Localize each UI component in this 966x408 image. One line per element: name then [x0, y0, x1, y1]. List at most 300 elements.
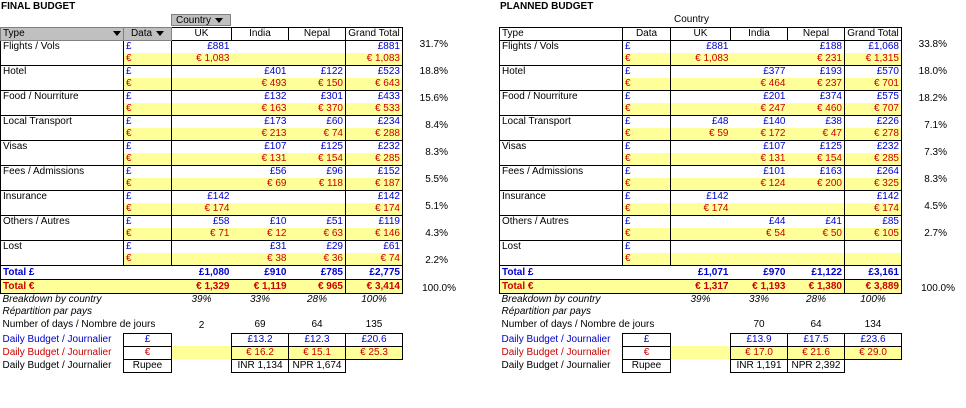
percent-label: 15.6%: [419, 93, 448, 104]
eur-value-cell: € 533: [346, 103, 403, 116]
gbp-value-cell: [172, 91, 232, 104]
gbp-symbol: £: [623, 191, 671, 204]
percent-label: 18.8%: [419, 66, 448, 77]
panel-title: PLANNED BUDGET: [500, 1, 594, 12]
category-label: Visas: [1, 141, 124, 166]
daily-label: Daily Budget / Journalier: [2, 346, 112, 358]
eur-symbol: €: [623, 178, 671, 191]
eur-value-cell: € 1,083: [346, 53, 403, 66]
country-column-header: UK: [172, 28, 232, 41]
percent-label: 2.2%: [425, 255, 448, 266]
category-label: Lost: [1, 241, 124, 266]
gbp-value-cell: £41: [788, 216, 845, 229]
gbp-value-cell: £433: [346, 91, 403, 104]
total-eur-cell: € 3,889: [845, 280, 902, 294]
gbp-value-cell: [788, 241, 845, 254]
gbp-value-cell: [671, 241, 731, 254]
category-label: Insurance: [500, 191, 623, 216]
gbp-value-cell: [671, 216, 731, 229]
daily-symbol: €: [623, 346, 671, 359]
gbp-value-cell: £570: [845, 66, 902, 79]
daily-label: Daily Budget / Journalier: [501, 346, 611, 358]
gbp-symbol: £: [124, 41, 172, 54]
gbp-value-cell: £232: [845, 141, 902, 154]
category-label: Food / Nourriture: [500, 91, 623, 116]
breakdown-cell: 39%: [191, 294, 212, 305]
category-label: Others / Autres: [500, 216, 623, 241]
days-cell: 135: [365, 319, 383, 331]
breakdown-label: Breakdown by country: [501, 294, 601, 305]
category-label: Fees / Admissions: [1, 166, 124, 191]
total-eur-cell: € 1,193: [731, 280, 788, 294]
data-column-header[interactable]: [124, 28, 172, 41]
total-gbp-cell: £1,071: [671, 266, 731, 280]
eur-value-cell: € 493: [232, 78, 289, 91]
gbp-row: [500, 116, 902, 129]
total-gbp-row: [1, 266, 403, 280]
gbp-symbol: £: [124, 66, 172, 79]
eur-value-cell: [289, 53, 346, 66]
eur-value-cell: € 325: [845, 178, 902, 191]
eur-symbol: €: [124, 153, 172, 166]
eur-value-cell: € 131: [232, 153, 289, 166]
eur-value-cell: € 69: [232, 178, 289, 191]
days-label: Number of days / Nombre de jours: [501, 319, 655, 331]
eur-symbol: €: [124, 178, 172, 191]
gbp-value-cell: £401: [232, 66, 289, 79]
eur-value-cell: € 118: [289, 178, 346, 191]
country-column-header: Nepal: [788, 28, 845, 41]
gbp-value-cell: £60: [289, 116, 346, 129]
eur-value-cell: € 643: [346, 78, 403, 91]
gbp-value-cell: £48: [671, 116, 731, 129]
daily-cell: INR 1,134: [232, 359, 289, 372]
planned-budget-panel: [499, 0, 959, 408]
gbp-symbol: £: [124, 166, 172, 179]
gbp-value-cell: [788, 191, 845, 204]
total-gbp-label: Total £: [500, 266, 671, 280]
gbp-value-cell: [671, 141, 731, 154]
eur-value-cell: € 174: [671, 203, 731, 216]
days-cell: 2: [198, 319, 205, 331]
eur-symbol: €: [623, 53, 671, 66]
percent-label: 5.1%: [425, 201, 448, 212]
eur-value-cell: € 464: [731, 78, 788, 91]
daily-cell: £20.6: [346, 333, 403, 346]
gbp-value-cell: £374: [788, 91, 845, 104]
daily-cell: € 21.6: [788, 346, 845, 359]
country-label: Country: [176, 15, 212, 26]
category-label: Hotel: [500, 66, 623, 91]
percent-label: 7.3%: [924, 147, 947, 158]
gbp-row: [500, 41, 902, 54]
gbp-value-cell: £38: [788, 116, 845, 129]
eur-symbol: €: [623, 203, 671, 216]
gbp-value-cell: £122: [289, 66, 346, 79]
eur-value-cell: € 288: [346, 128, 403, 141]
eur-symbol: €: [623, 128, 671, 141]
type-header-label: Type: [502, 28, 524, 39]
gbp-value-cell: £881: [172, 41, 232, 54]
gbp-row: [1, 241, 403, 254]
gbp-row: [1, 141, 403, 154]
gbp-value-cell: £188: [788, 41, 845, 54]
gbp-row: [1, 66, 403, 79]
category-label: Fees / Admissions: [500, 166, 623, 191]
gbp-value-cell: £523: [346, 66, 403, 79]
days-cell: 64: [810, 319, 822, 331]
gbp-row: [1, 41, 403, 54]
daily-budget-row: [1, 359, 403, 372]
eur-value-cell: € 285: [845, 153, 902, 166]
gbp-value-cell: [731, 241, 788, 254]
days-label: Number of days / Nombre de jours: [2, 319, 156, 331]
total-gbp-cell: £1,122: [788, 266, 845, 280]
gbp-row: [500, 241, 902, 254]
eur-value-cell: [172, 153, 232, 166]
eur-value-cell: € 74: [289, 128, 346, 141]
gbp-symbol: £: [623, 41, 671, 54]
gbp-value-cell: £377: [731, 66, 788, 79]
eur-symbol: €: [124, 203, 172, 216]
gbp-row: [1, 91, 403, 104]
breakdown-label: Breakdown by country: [2, 294, 102, 305]
eur-value-cell: € 247: [731, 103, 788, 116]
gbp-symbol: £: [124, 191, 172, 204]
header-row: [500, 28, 902, 41]
panel-title: FINAL BUDGET: [1, 1, 76, 12]
gbp-symbol: £: [623, 241, 671, 254]
eur-value-cell: [671, 178, 731, 191]
type-header-label: Type: [3, 28, 25, 39]
country-column-header: India: [232, 28, 289, 41]
eur-value-cell: € 154: [788, 153, 845, 166]
breakdown-cell: 28%: [306, 294, 327, 305]
gbp-row: [1, 191, 403, 204]
eur-value-cell: [172, 253, 232, 266]
gbp-value-cell: £881: [671, 41, 731, 54]
dropdown-arrow-icon: [113, 31, 121, 36]
category-label: Local Transport: [500, 116, 623, 141]
daily-cell: NPR 1,674: [289, 359, 346, 372]
gbp-value-cell: £10: [232, 216, 289, 229]
gbp-value-cell: £152: [346, 166, 403, 179]
gbp-value-cell: [289, 41, 346, 54]
eur-value-cell: [671, 78, 731, 91]
gbp-value-cell: £142: [671, 191, 731, 204]
daily-cell: [172, 333, 232, 346]
daily-symbol: Rupee: [124, 359, 172, 372]
gbp-value-cell: [172, 141, 232, 154]
gbp-symbol: £: [623, 216, 671, 229]
eur-symbol: €: [124, 103, 172, 116]
breakdown-row: [1, 294, 403, 307]
total-eur-cell: € 1,380: [788, 280, 845, 294]
gbp-row: [500, 141, 902, 154]
gbp-symbol: £: [124, 216, 172, 229]
data-header-label: Data: [130, 28, 153, 39]
daily-symbol: Rupee: [623, 359, 671, 372]
country-label: Country: [674, 14, 710, 25]
daily-label: Daily Budget / Journalier: [2, 359, 112, 371]
daily-cell: £12.3: [289, 333, 346, 346]
eur-value-cell: € 460: [788, 103, 845, 116]
eur-value-cell: [172, 103, 232, 116]
eur-symbol: €: [623, 253, 671, 266]
eur-value-cell: € 174: [172, 203, 232, 216]
gbp-value-cell: [172, 241, 232, 254]
days-row: [1, 318, 403, 333]
daily-budget-row: [1, 333, 403, 346]
gbp-row: [500, 166, 902, 179]
eur-symbol: €: [623, 78, 671, 91]
eur-value-cell: € 124: [731, 178, 788, 191]
eur-value-cell: € 1,083: [172, 53, 232, 66]
eur-value-cell: € 38: [232, 253, 289, 266]
header-row: [1, 28, 403, 41]
eur-value-cell: € 174: [346, 203, 403, 216]
gbp-value-cell: £125: [788, 141, 845, 154]
eur-symbol: €: [124, 128, 172, 141]
eur-value-cell: € 163: [232, 103, 289, 116]
eur-value-cell: € 71: [172, 228, 232, 241]
dropdown-arrow-icon: [156, 31, 164, 36]
daily-symbol: £: [124, 333, 172, 346]
gbp-value-cell: £44: [731, 216, 788, 229]
category-label: Lost: [500, 241, 623, 266]
breakdown-cell: 100%: [361, 294, 387, 305]
daily-cell: £23.6: [845, 333, 902, 346]
gbp-value-cell: [289, 191, 346, 204]
breakdown-label-fr: Répartition par pays: [501, 306, 591, 317]
eur-value-cell: € 47: [788, 128, 845, 141]
gbp-value-cell: [172, 116, 232, 129]
eur-value-cell: [671, 228, 731, 241]
gbp-symbol: £: [124, 116, 172, 129]
eur-value-cell: [731, 53, 788, 66]
breakdown-row-fr: [1, 306, 403, 318]
eur-value-cell: € 105: [845, 228, 902, 241]
gbp-value-cell: £31: [232, 241, 289, 254]
category-label: Flights / Vols: [1, 41, 124, 66]
percent-label: 18.0%: [918, 66, 947, 77]
total-eur-cell: € 965: [289, 280, 346, 294]
gbp-value-cell: £96: [289, 166, 346, 179]
eur-symbol: €: [124, 228, 172, 241]
breakdown-cell: 33%: [748, 294, 769, 305]
gbp-value-cell: [671, 166, 731, 179]
eur-value-cell: [232, 53, 289, 66]
breakdown-label-fr: Répartition par pays: [2, 306, 92, 317]
daily-budget-row: [500, 346, 902, 359]
gbp-symbol: £: [623, 66, 671, 79]
percent-label: 4.5%: [924, 201, 947, 212]
percent-label: 2.7%: [924, 228, 947, 239]
country-column-header: UK: [671, 28, 731, 41]
eur-value-cell: [671, 153, 731, 166]
daily-label: Daily Budget / Journalier: [2, 333, 112, 345]
daily-cell: € 29.0: [845, 346, 902, 359]
eur-value-cell: € 50: [788, 228, 845, 241]
daily-cell: [671, 346, 731, 359]
dropdown-arrow-icon: [215, 18, 223, 23]
gbp-value-cell: [232, 191, 289, 204]
daily-cell: NPR 2,392: [788, 359, 845, 372]
percent-label: 4.3%: [425, 228, 448, 239]
gbp-symbol: £: [623, 166, 671, 179]
eur-symbol: €: [623, 153, 671, 166]
days-cell: 69: [254, 319, 266, 331]
gbp-row: [500, 191, 902, 204]
total-gbp-row: [500, 266, 902, 280]
eur-value-cell: € 59: [671, 128, 731, 141]
budget-table: [0, 27, 403, 373]
days-cell: 64: [311, 319, 323, 331]
breakdown-cell: 28%: [805, 294, 826, 305]
breakdown-cell: 100%: [860, 294, 886, 305]
final-budget-panel: [0, 0, 460, 408]
budget-table: [499, 27, 902, 373]
category-label: Food / Nourriture: [1, 91, 124, 116]
gbp-value-cell: £51: [289, 216, 346, 229]
country-field-button[interactable]: [171, 14, 231, 26]
percent-label: 18.2%: [918, 93, 947, 104]
total-gbp-cell: £910: [232, 266, 289, 280]
gbp-value-cell: £226: [845, 116, 902, 129]
eur-symbol: €: [623, 103, 671, 116]
daily-budget-row: [1, 346, 403, 359]
gbp-value-cell: £575: [845, 91, 902, 104]
eur-value-cell: € 285: [346, 153, 403, 166]
gbp-value-cell: [845, 241, 902, 254]
eur-value-cell: € 74: [346, 253, 403, 266]
total-eur-row: [500, 280, 902, 294]
total-gbp-cell: £970: [731, 266, 788, 280]
total-eur-cell: € 1,329: [172, 280, 232, 294]
days-cell: 134: [864, 319, 882, 331]
gbp-row: [500, 216, 902, 229]
total-gbp-cell: £2,775: [346, 266, 403, 280]
total-percent-label: 100.0%: [422, 283, 456, 294]
gbp-value-cell: £132: [232, 91, 289, 104]
gbp-value-cell: £163: [788, 166, 845, 179]
gbp-row: [1, 116, 403, 129]
daily-cell: € 15.1: [289, 346, 346, 359]
daily-cell: [172, 359, 232, 372]
breakdown-cell: 33%: [249, 294, 270, 305]
gbp-value-cell: £61: [346, 241, 403, 254]
eur-value-cell: [232, 203, 289, 216]
gbp-value-cell: £142: [172, 191, 232, 204]
eur-value-cell: € 131: [731, 153, 788, 166]
total-eur-cell: € 3,414: [346, 280, 403, 294]
type-column-header[interactable]: [1, 28, 124, 41]
gbp-value-cell: £201: [731, 91, 788, 104]
eur-value-cell: € 200: [788, 178, 845, 191]
gbp-value-cell: £881: [346, 41, 403, 54]
gbp-value-cell: £193: [788, 66, 845, 79]
daily-cell: £13.2: [232, 333, 289, 346]
gbp-value-cell: [671, 91, 731, 104]
percent-label: 8.3%: [924, 174, 947, 185]
eur-value-cell: € 1,083: [671, 53, 731, 66]
total-gbp-cell: £3,161: [845, 266, 902, 280]
daily-cell: [172, 346, 232, 359]
total-eur-cell: € 1,119: [232, 280, 289, 294]
eur-value-cell: € 278: [845, 128, 902, 141]
eur-value-cell: € 146: [346, 228, 403, 241]
gbp-value-cell: £301: [289, 91, 346, 104]
gbp-row: [1, 216, 403, 229]
eur-value-cell: [845, 253, 902, 266]
eur-value-cell: € 1,315: [845, 53, 902, 66]
country-column-header: Grand Total: [346, 28, 403, 41]
total-percent-label: 100.0%: [921, 283, 955, 294]
category-label: Insurance: [1, 191, 124, 216]
gbp-row: [500, 91, 902, 104]
data-header-label: Data: [635, 28, 658, 39]
gbp-value-cell: [671, 66, 731, 79]
daily-budget-row: [500, 359, 902, 372]
total-eur-label: Total €: [1, 280, 172, 294]
gbp-value-cell: £107: [232, 141, 289, 154]
category-label: Others / Autres: [1, 216, 124, 241]
eur-value-cell: € 187: [346, 178, 403, 191]
gbp-symbol: £: [623, 91, 671, 104]
breakdown-row-fr: [500, 306, 902, 318]
daily-symbol: £: [623, 333, 671, 346]
eur-value-cell: [731, 253, 788, 266]
eur-symbol: €: [124, 53, 172, 66]
category-label: Hotel: [1, 66, 124, 91]
category-label: Flights / Vols: [500, 41, 623, 66]
daily-cell: [671, 359, 731, 372]
eur-value-cell: [788, 253, 845, 266]
daily-cell: £17.5: [788, 333, 845, 346]
daily-cell: € 25.3: [346, 346, 403, 359]
percent-label: 33.8%: [918, 39, 947, 50]
eur-value-cell: € 12: [232, 228, 289, 241]
gbp-value-cell: [232, 41, 289, 54]
days-cell: [671, 318, 731, 333]
gbp-value-cell: £140: [731, 116, 788, 129]
eur-value-cell: € 707: [845, 103, 902, 116]
gbp-value-cell: £107: [731, 141, 788, 154]
gbp-value-cell: [731, 191, 788, 204]
country-column-header: India: [731, 28, 788, 41]
country-column-header: Nepal: [289, 28, 346, 41]
eur-symbol: €: [623, 228, 671, 241]
eur-value-cell: € 213: [232, 128, 289, 141]
gbp-symbol: £: [124, 241, 172, 254]
total-eur-cell: € 1,317: [671, 280, 731, 294]
eur-value-cell: [289, 203, 346, 216]
eur-value-cell: € 150: [289, 78, 346, 91]
daily-cell: £13.9: [731, 333, 788, 346]
gbp-value-cell: £232: [346, 141, 403, 154]
breakdown-row: [500, 294, 902, 307]
gbp-value-cell: £56: [232, 166, 289, 179]
eur-value-cell: [788, 203, 845, 216]
daily-budget-row: [500, 333, 902, 346]
total-eur-row: [1, 280, 403, 294]
daily-cell: INR 1,191: [731, 359, 788, 372]
daily-cell: [346, 359, 403, 372]
gbp-value-cell: £264: [845, 166, 902, 179]
gbp-value-cell: £58: [172, 216, 232, 229]
total-gbp-label: Total £: [1, 266, 172, 280]
eur-value-cell: [172, 178, 232, 191]
